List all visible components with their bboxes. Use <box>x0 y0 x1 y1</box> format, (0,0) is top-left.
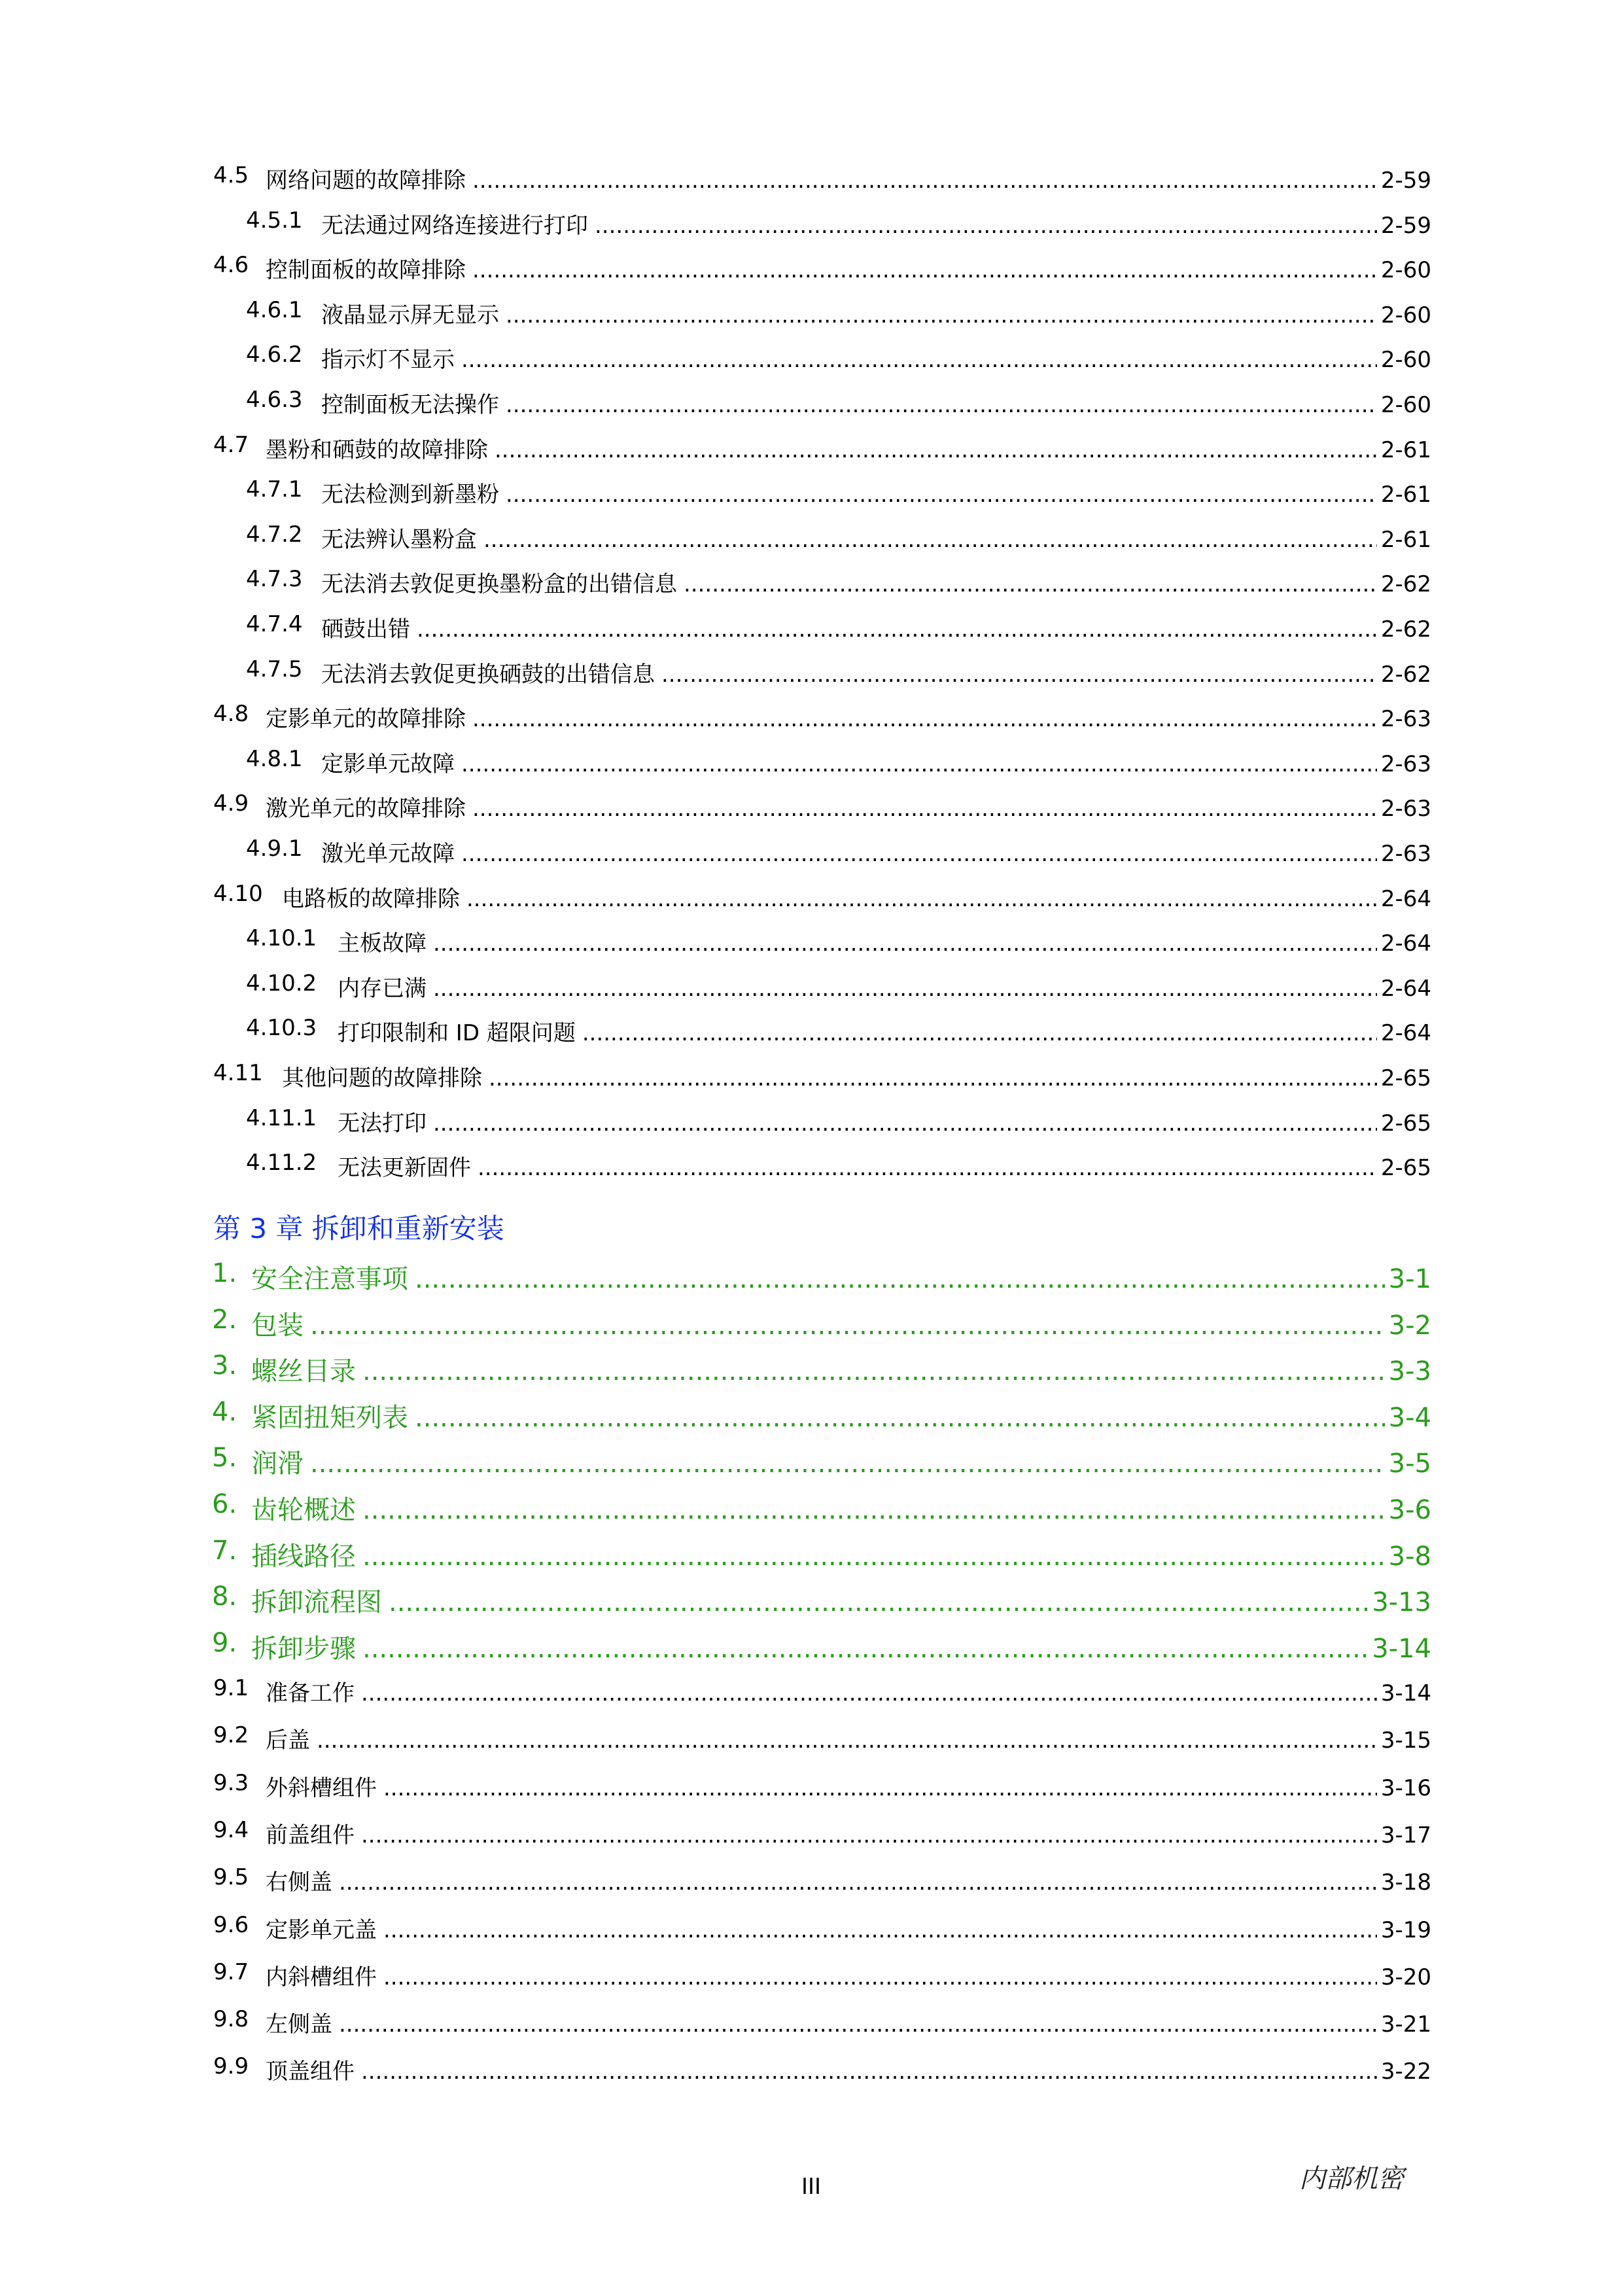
toc-entry-number: 9. <box>212 1628 237 1658</box>
toc-entry-number: 4.9.1 <box>246 836 303 862</box>
toc-entry-title: 无法打印 <box>338 1110 427 1137</box>
chapter-heading: 第 3 章 拆卸和重新安装 <box>213 1212 504 1245</box>
toc-dot-leader <box>339 1869 1377 1896</box>
toc-dot-leader <box>339 2011 1377 2038</box>
toc-entry-title: 无法辨认墨粉盒 <box>321 527 477 553</box>
toc-entry-title: 内斜槽组件 <box>266 1964 377 1990</box>
toc-entry[interactable] <box>213 881 1431 913</box>
toc-entry-page: 2-61 <box>1380 437 1431 463</box>
toc-dot-leader <box>415 1403 1385 1433</box>
toc-entry-page: 2-59 <box>1380 213 1431 239</box>
toc-entry-title: 右侧盖 <box>266 1869 332 1896</box>
toc-entry-page: 3-18 <box>1380 1869 1431 1896</box>
toc-entry-page: 3-13 <box>1372 1587 1431 1617</box>
toc-entry[interactable] <box>213 1581 1431 1619</box>
toc-entry[interactable] <box>213 790 1431 822</box>
toc-entry-number: 9.7 <box>213 1959 249 1985</box>
toc-entry-number: 9.2 <box>213 1722 249 1748</box>
toc-dot-leader <box>582 1020 1377 1046</box>
toc-entry-number: 7. <box>212 1536 237 1566</box>
toc-entry-title: 指示灯不显示 <box>321 347 455 373</box>
toc-entry[interactable] <box>213 1443 1431 1480</box>
toc-dot-leader <box>310 1311 1385 1341</box>
toc-entry-number: 4.10.3 <box>246 1015 317 1041</box>
toc-dot-leader <box>466 886 1377 912</box>
toc-entry[interactable] <box>213 970 1431 1002</box>
toc-dot-leader <box>661 662 1377 688</box>
toc-entry-title: 定影单元的故障排除 <box>266 706 466 732</box>
toc-entry-title: 硒鼓出错 <box>321 616 410 643</box>
toc-entry-page: 2-59 <box>1380 168 1431 194</box>
toc-entry[interactable] <box>213 925 1431 957</box>
toc-entry-number: 4.8 <box>213 701 249 727</box>
toc-entry[interactable] <box>213 1258 1431 1296</box>
toc-entry[interactable] <box>213 1770 1431 1802</box>
toc-entry-title: 其他问题的故障排除 <box>282 1065 482 1091</box>
toc-entry-number: 2. <box>212 1305 237 1335</box>
toc-entry-title: 拆卸流程图 <box>251 1587 382 1617</box>
toc-entry[interactable] <box>213 836 1431 868</box>
toc-entry-page: 3-22 <box>1380 2058 1431 2085</box>
toc-entry[interactable] <box>213 297 1431 329</box>
toc-dot-leader <box>506 482 1377 508</box>
toc-entry[interactable] <box>213 521 1431 554</box>
toc-entry-number: 6. <box>212 1489 237 1519</box>
toc-entry-title: 无法通过网络连接进行打印 <box>321 213 588 239</box>
toc-entry-number: 4. <box>212 1397 237 1427</box>
toc-entry-number: 4.6.3 <box>246 387 303 413</box>
toc-dot-leader <box>595 213 1377 239</box>
toc-entry-page: 2-64 <box>1380 886 1431 912</box>
toc-entry-number: 4.8.1 <box>246 746 303 772</box>
toc-entry[interactable] <box>213 1060 1431 1092</box>
toc-entry-page: 3-17 <box>1380 1822 1431 1848</box>
toc-entry[interactable] <box>213 342 1431 374</box>
toc-entry[interactable] <box>213 1351 1431 1388</box>
toc-entry-title: 无法消去敦促更换墨粉盒的出错信息 <box>321 571 677 597</box>
toc-entry[interactable] <box>213 387 1431 419</box>
toc-dot-leader <box>310 1449 1385 1479</box>
toc-dot-leader <box>478 1155 1377 1181</box>
toc-entry[interactable] <box>213 1722 1431 1754</box>
toc-entry[interactable] <box>213 1150 1431 1182</box>
toc-dot-leader <box>433 930 1377 957</box>
toc-entry-page: 2-65 <box>1380 1155 1431 1181</box>
toc-entry-page: 3-14 <box>1372 1634 1431 1664</box>
toc-entry-title: 主板故障 <box>338 930 427 957</box>
toc-entry-number: 3. <box>212 1351 237 1381</box>
toc-entry[interactable] <box>213 162 1431 194</box>
toc-dot-leader <box>362 1495 1385 1525</box>
toc-entry-number: 4.7.3 <box>246 566 303 592</box>
toc-dot-leader <box>362 1356 1385 1386</box>
toc-entry-title: 紧固扭矩列表 <box>251 1403 408 1433</box>
toc-dot-leader <box>489 1065 1377 1091</box>
toc-entry[interactable] <box>213 1536 1431 1573</box>
toc-entry-page: 3-14 <box>1380 1680 1431 1706</box>
toc-entry[interactable] <box>213 1864 1431 1896</box>
toc-entry-page: 3-4 <box>1388 1403 1431 1433</box>
toc-entry-page: 2-60 <box>1380 257 1431 283</box>
toc-entry[interactable] <box>213 656 1431 688</box>
toc-dot-leader <box>472 168 1377 194</box>
toc-entry-page: 2-62 <box>1380 571 1431 597</box>
toc-entry-title: 墨粉和硒鼓的故障排除 <box>266 437 488 463</box>
toc-dot-leader <box>483 527 1377 553</box>
toc-entry-page: 3-5 <box>1388 1449 1431 1479</box>
toc-entry-title: 包装 <box>251 1311 304 1341</box>
toc-entry-number: 4.9 <box>213 790 249 817</box>
toc-entry-number: 4.10.1 <box>246 925 317 951</box>
toc-entry[interactable] <box>213 1628 1431 1665</box>
toc-dot-leader <box>472 796 1377 822</box>
toc-entry-page: 2-64 <box>1380 976 1431 1002</box>
toc-dot-leader <box>472 706 1377 732</box>
toc-entry-page: 2-62 <box>1380 616 1431 643</box>
toc-entry[interactable] <box>213 1305 1431 1342</box>
toc-entry[interactable] <box>213 746 1431 778</box>
toc-entry-number: 4.7.1 <box>246 476 303 503</box>
toc-entry[interactable] <box>213 252 1431 284</box>
toc-dot-leader <box>433 1110 1377 1137</box>
toc-dot-leader <box>383 1964 1377 1990</box>
toc-entry-title: 安全注意事项 <box>251 1264 408 1294</box>
toc-entry[interactable] <box>213 611 1431 643</box>
toc-dot-leader <box>383 1917 1377 1943</box>
toc-entry-title: 控制面板无法操作 <box>321 392 499 418</box>
toc-dot-leader <box>684 571 1377 597</box>
toc-entry[interactable] <box>213 1675 1431 1707</box>
toc-dot-leader <box>506 392 1377 418</box>
toc-entry-title: 定影单元故障 <box>321 751 455 777</box>
toc-entry-title: 网络问题的故障排除 <box>266 168 466 194</box>
toc-entry-title: 准备工作 <box>266 1680 355 1706</box>
toc-entry-number: 4.10.2 <box>246 970 317 997</box>
toc-entry-page: 2-65 <box>1380 1065 1431 1091</box>
toc-entry-number: 4.7 <box>213 432 249 458</box>
toc-entry-page: 3-6 <box>1388 1495 1431 1525</box>
toc-entry[interactable] <box>213 1959 1431 1991</box>
toc-entry-title: 液晶显示屏无显示 <box>321 302 499 328</box>
toc-entry-page: 2-62 <box>1380 662 1431 688</box>
toc-entry-number: 4.11 <box>213 1060 263 1086</box>
toc-entry[interactable] <box>213 566 1431 598</box>
toc-entry-title: 外斜槽组件 <box>266 1775 377 1801</box>
toc-entry-number: 4.11.1 <box>246 1105 317 1131</box>
toc-dot-leader <box>317 1727 1377 1754</box>
toc-dot-leader <box>361 2058 1377 2085</box>
toc-entry[interactable] <box>213 476 1431 508</box>
toc-dot-leader <box>417 616 1377 643</box>
toc-entry-number: 9.5 <box>213 1864 249 1890</box>
toc-entry-number: 4.10 <box>213 881 263 907</box>
toc-entry-page: 3-21 <box>1380 2011 1431 2038</box>
toc-entry-title: 顶盖组件 <box>266 2058 355 2085</box>
toc-entry-number: 4.7.4 <box>246 611 303 637</box>
toc-entry-number: 4.6 <box>213 252 249 278</box>
toc-entry-page: 3-3 <box>1388 1356 1431 1386</box>
toc-entry[interactable] <box>213 1489 1431 1527</box>
toc-entry-title: 拆卸步骤 <box>251 1634 356 1664</box>
toc-entry-number: 4.6.2 <box>246 342 303 368</box>
toc-entry-title: 电路板的故障排除 <box>282 886 460 912</box>
toc-entry-number: 9.6 <box>213 1912 249 1938</box>
toc-entry-page: 2-60 <box>1380 302 1431 328</box>
toc-entry[interactable] <box>213 432 1431 464</box>
toc-entry-title: 激光单元的故障排除 <box>266 796 466 822</box>
toc-entry-number: 4.5.1 <box>246 207 303 234</box>
toc-dot-leader <box>362 1542 1385 1572</box>
toc-entry-page: 3-2 <box>1388 1311 1431 1341</box>
toc-dot-leader <box>461 347 1377 373</box>
toc-dot-leader <box>415 1264 1385 1294</box>
toc-entry-title: 插线路径 <box>251 1542 356 1572</box>
toc-entry-page: 3-8 <box>1388 1542 1431 1572</box>
toc-entry-number: 9.8 <box>213 2006 249 2032</box>
toc-entry-title: 齿轮概述 <box>251 1495 356 1525</box>
toc-entry-page: 2-61 <box>1380 527 1431 553</box>
toc-entry-title: 无法更新固件 <box>338 1155 471 1181</box>
toc-entry-number: 9.1 <box>213 1675 249 1701</box>
toc-entry-page: 3-19 <box>1380 1917 1431 1943</box>
toc-entry-title: 定影单元盖 <box>266 1917 377 1943</box>
toc-entry-number: 4.11.2 <box>246 1150 317 1176</box>
toc-dot-leader <box>433 976 1377 1002</box>
toc-dot-leader <box>362 1634 1368 1664</box>
toc-entry[interactable] <box>213 1015 1431 1047</box>
toc-dot-leader <box>389 1587 1368 1617</box>
toc-dot-leader <box>495 437 1377 463</box>
toc-entry-number: 4.6.1 <box>246 297 303 323</box>
toc-entry-title: 无法消去敦促更换硒鼓的出错信息 <box>321 662 655 688</box>
toc-entry-page: 3-1 <box>1388 1264 1431 1294</box>
toc-entry-title: 前盖组件 <box>266 1822 355 1848</box>
toc-entry[interactable] <box>213 1105 1431 1137</box>
toc-entry-page: 3-15 <box>1380 1727 1431 1754</box>
toc-entry-number: 4.7.5 <box>246 656 303 682</box>
toc-dot-leader <box>506 302 1377 328</box>
toc-entry-page: 3-20 <box>1380 1964 1431 1990</box>
toc-entry-page: 2-61 <box>1380 482 1431 508</box>
toc-entry-page: 2-60 <box>1380 392 1431 418</box>
toc-entry[interactable] <box>213 1397 1431 1434</box>
toc-entry-page: 2-63 <box>1380 751 1431 777</box>
toc-entry[interactable] <box>213 2006 1431 2038</box>
toc-entry-title: 激光单元故障 <box>321 841 455 867</box>
footer-page-number: III <box>801 2174 822 2200</box>
toc-entry-number: 4.7.2 <box>246 521 303 548</box>
toc-entry-title: 润滑 <box>251 1449 304 1479</box>
footer-confidential-label: 内部机密 <box>1299 2164 1404 2194</box>
toc-entry-number: 9.3 <box>213 1770 249 1796</box>
toc-entry[interactable] <box>213 1912 1431 1944</box>
toc-dot-leader <box>472 257 1377 283</box>
toc-entry-title: 左侧盖 <box>266 2011 332 2038</box>
toc-entry-title: 无法检测到新墨粉 <box>321 482 499 508</box>
toc-entry[interactable] <box>213 701 1431 733</box>
toc-dot-leader <box>361 1680 1377 1706</box>
toc-entry-title: 控制面板的故障排除 <box>266 257 466 283</box>
toc-entry-page: 2-64 <box>1380 930 1431 957</box>
toc-entry-number: 9.4 <box>213 1817 249 1843</box>
toc-entry-title: 螺丝目录 <box>251 1356 356 1386</box>
toc-entry-title: 内存已满 <box>338 976 427 1002</box>
toc-dot-leader <box>461 841 1377 867</box>
toc-entry-page: 3-16 <box>1380 1775 1431 1801</box>
toc-entry-number: 5. <box>212 1443 237 1473</box>
toc-entry[interactable] <box>213 1817 1431 1849</box>
toc-dot-leader <box>361 1822 1377 1848</box>
toc-entry-number: 9.9 <box>213 2053 249 2079</box>
toc-entry[interactable] <box>213 2053 1431 2085</box>
toc-entry-title: 打印限制和 ID 超限问题 <box>338 1020 576 1046</box>
toc-dot-leader <box>461 751 1377 777</box>
toc-entry-page: 2-60 <box>1380 347 1431 373</box>
toc-entry-page: 2-65 <box>1380 1110 1431 1137</box>
toc-entry-title: 后盖 <box>266 1727 310 1754</box>
toc-entry-page: 2-64 <box>1380 1020 1431 1046</box>
toc-entry-page: 2-63 <box>1380 706 1431 732</box>
toc-entry-number: 1. <box>212 1258 237 1288</box>
toc-entry-page: 2-63 <box>1380 796 1431 822</box>
toc-entry-number: 4.5 <box>213 162 249 188</box>
toc-entry[interactable] <box>213 207 1431 239</box>
toc-entry-page: 2-63 <box>1380 841 1431 867</box>
toc-entry-number: 8. <box>212 1581 237 1612</box>
toc-dot-leader <box>383 1775 1377 1801</box>
